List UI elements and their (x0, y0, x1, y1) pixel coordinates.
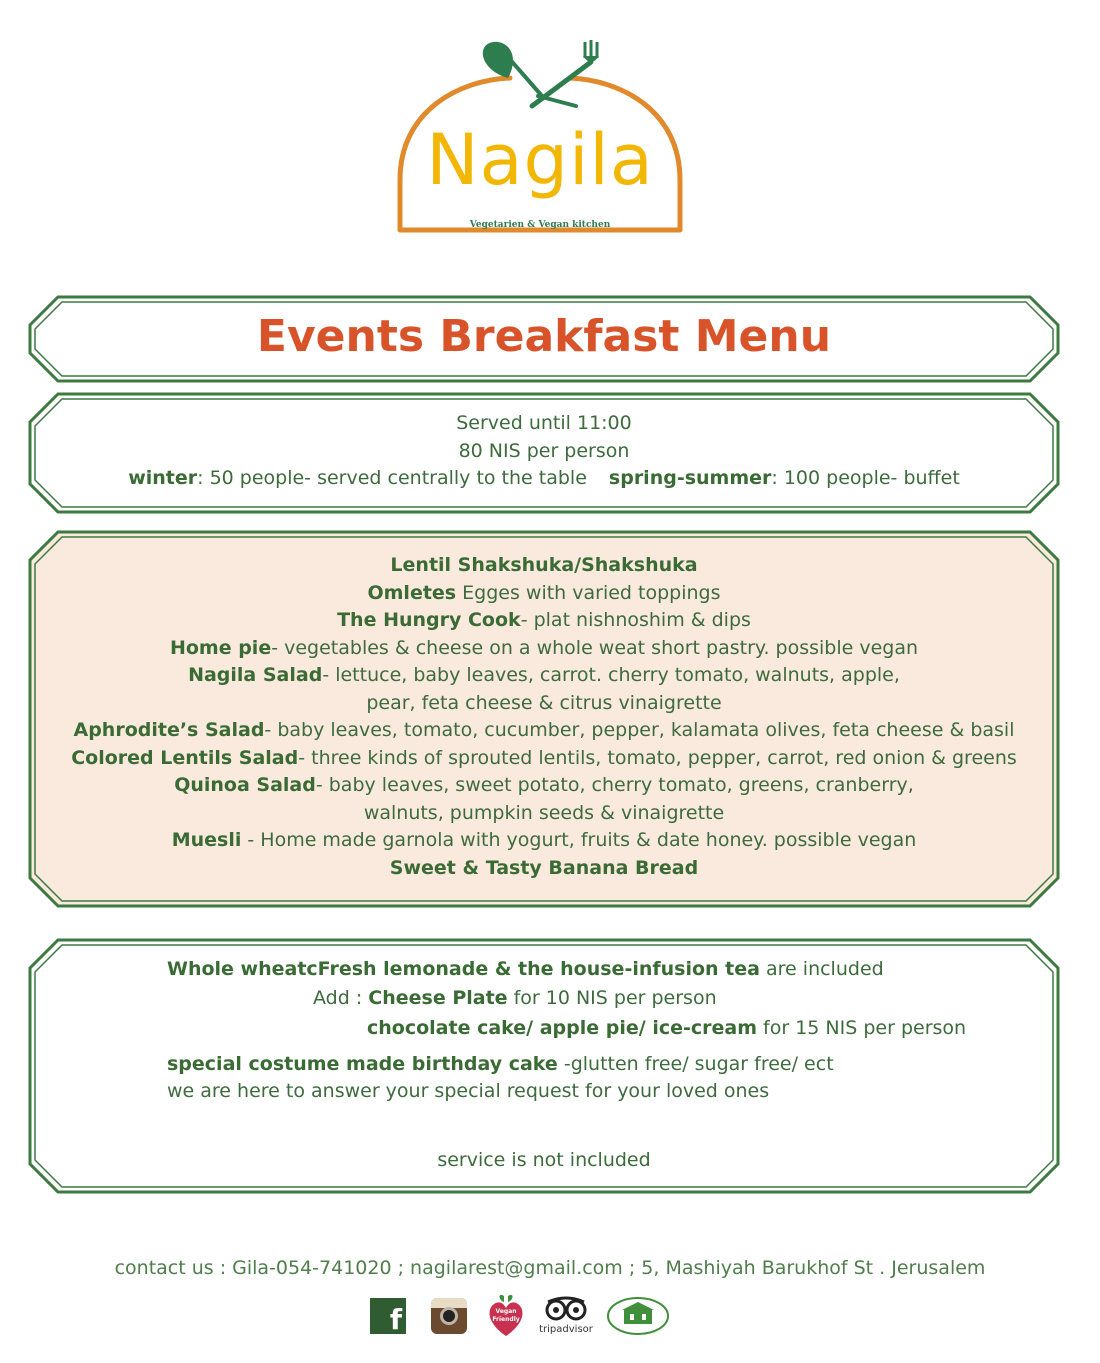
price-per-person: 80 NIS per person (458, 439, 630, 462)
menu-item (28, 552, 1060, 580)
menu-item-name: The Hungry Cook (337, 609, 521, 631)
menu-item-name: Sweet & Tasty Banana Bread (389, 856, 699, 879)
menu-item-name: Lentil Shakshuka/Shakshuka (390, 554, 698, 576)
seating-info (28, 465, 1060, 493)
drinks-included: Whole wheatcFresh lemonade & the house-infusion tea are included (167, 958, 884, 980)
menu-list (28, 552, 1060, 882)
logo (380, 30, 700, 250)
social-icons (368, 1292, 688, 1342)
menu-item (28, 607, 1060, 635)
menu-item-name: Muesli (171, 829, 242, 851)
add-cheese-plate: Add : Cheese Plate for 10 NIS per person (313, 987, 717, 1009)
spring-label: spring-summer (608, 467, 772, 489)
service-note: service is not included (437, 1149, 651, 1171)
served-until: Served until 11:00 (456, 412, 632, 434)
menu-item-continued: walnuts, pumpkin seeds & vinaigrette (363, 801, 725, 824)
menu-item-desc: - plat nishnoshim & dips (520, 609, 751, 631)
extras-frame (28, 938, 1060, 1194)
menu-item-name: Nagila Salad (188, 664, 323, 686)
menu-item (28, 635, 1060, 663)
menu-item-name: Omletes (367, 581, 457, 604)
special-request: we are here to answer your special request for your loved ones (167, 1080, 770, 1102)
logo-wordmark: Nagila (426, 119, 654, 201)
contact-info: contact us : Gila-054-741020 ; nagilarest@gmail.com ; 5, Mashiyah Barukhof St . Jerusalem (114, 1257, 986, 1279)
menu-item (28, 580, 1060, 608)
menu-item (28, 827, 1060, 855)
menu-item (28, 855, 1060, 883)
menu-item-desc: - baby leaves, sweet potato, cherry tomato, greens, cranberry, (315, 774, 914, 796)
birthday-cake: special costume made birthday cake -glutten free/ sugar free/ ect (167, 1053, 834, 1075)
menu-item-name: Quinoa Salad (174, 774, 316, 796)
menu-item-desc: - lettuce, baby leaves, carrot. cherry tomato, walnuts, apple, (322, 664, 900, 686)
menu-item-desc: Egges with varied toppings (456, 581, 721, 604)
instagram-icon[interactable] (431, 1298, 467, 1334)
info-frame (28, 392, 1060, 514)
logo-tagline: Vegetarien & Vegan kitchen (469, 220, 611, 230)
spring-text: : 100 people- buffet (771, 467, 960, 489)
tripadvisor-icon[interactable]: tripadvisor (534, 1294, 598, 1340)
kosher-certificate-icon[interactable] (606, 1296, 670, 1336)
menu-item-continued: pear, feta cheese & citrus vinaigrette (366, 691, 722, 714)
menu-item (28, 662, 1060, 690)
vegan-friendly-icon[interactable]: Vegan Friendly (486, 1292, 526, 1338)
winter-label: winter (128, 467, 198, 489)
title-frame (28, 295, 1060, 383)
add-desserts: chocolate cake/ apple pie/ ice-cream for 15 NIS per person (367, 1017, 967, 1039)
menu-item-desc: - Home made garnola with yogurt, fruits & date honey. possible vegan (241, 829, 917, 851)
menu-item (28, 745, 1060, 773)
menu-item-name: Aphrodite’s Salad (73, 719, 265, 741)
menu-item (28, 772, 1060, 800)
menu-item-name: Colored Lentils Salad (71, 746, 299, 769)
menu-item-desc: - three kinds of sprouted lentils, tomato, pepper, carrot, red onion & greens (298, 746, 1017, 769)
winter-text: : 50 people- served centrally to the table (197, 467, 587, 489)
menu-item-name: Home pie (169, 636, 272, 659)
menu-item-desc: - vegetables & cheese on a whole weat short pastry. possible vegan (271, 636, 919, 659)
menu-frame (28, 530, 1060, 908)
menu-item-desc: - baby leaves, tomato, cucumber, pepper, kalamata olives, feta cheese & basil (264, 719, 1015, 741)
facebook-icon[interactable]: f (370, 1298, 406, 1334)
menu-item (28, 717, 1060, 745)
page-title: Events Breakfast Menu (256, 311, 832, 362)
